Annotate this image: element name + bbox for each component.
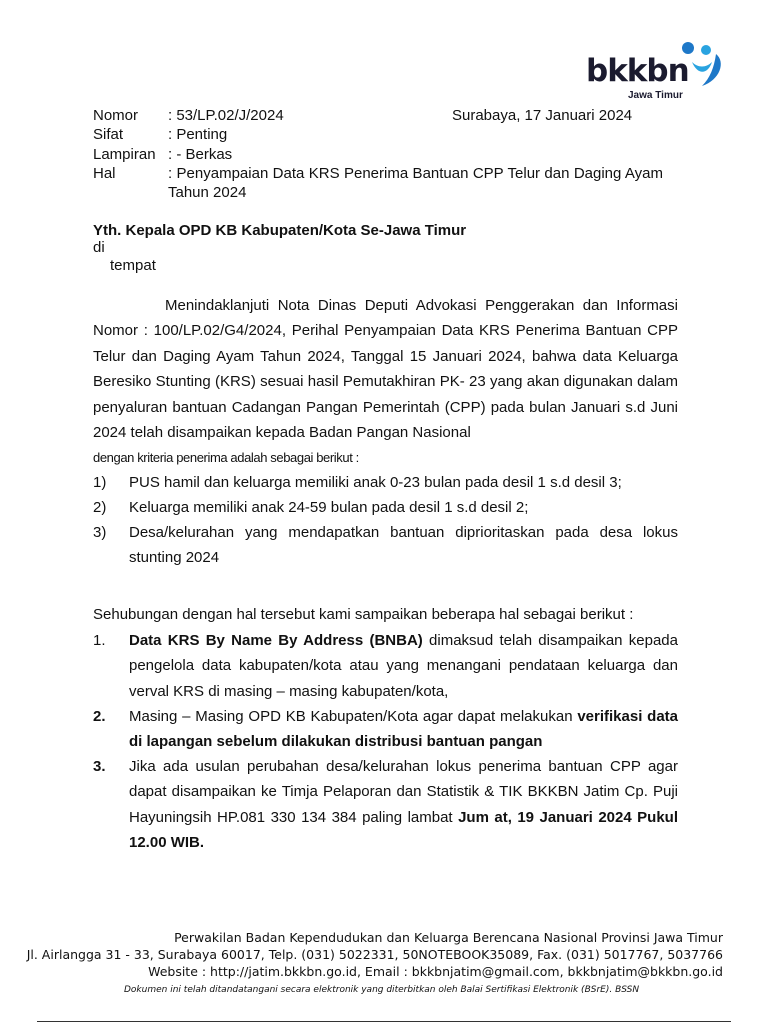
footer-signature-note: Dokumen ini telah ditandatangani secara elektronik yang diterbitkan oleh Balai Sertifikasi Elektronik (BSrE). BSSN [124, 985, 640, 995]
footer-institution: Perwakilan Badan Kependudukan dan Keluarga Berencana Nasional Provinsi Jawa Timur [174, 930, 723, 945]
addressee-title: Yth. Kepala OPD KB Kabupaten/Kota Se-Jawa Timur [93, 222, 467, 239]
point-plain-text: Masing – Masing OPD KB Kabupaten/Kota agar dapat melakukan [129, 708, 578, 725]
point-bold-text: Data KRS By Name By Address (BNBA) [129, 632, 423, 649]
point-text [129, 704, 678, 755]
hal-value: : Penyampaian Data KRS Penerima Bantuan CPP Telur dan Daging Ayam Tahun 2024 [168, 165, 663, 201]
paragraph-followup: Sehubungan dengan hal tersebut kami sampaikan beberapa hal sebagai berikut : [93, 606, 634, 623]
footer-address: Jl. Airlangga 31 - 33, Surabaya 60017, Telp. (031) 5022331, 50NOTEBOOK35089, Fax. (031) 5017767, 5037766 [26, 947, 723, 962]
paragraph-intro-tail: dengan kriteria penerima adalah sebagai berikut : [93, 450, 359, 466]
hal-label: Hal [93, 165, 116, 182]
point-text [129, 628, 678, 704]
criteria-text: Keluarga memiliki anak 24-59 bulan pada desil 1 s.d desil 2; [129, 499, 529, 516]
point-plain-text: Jika ada usulan perubahan desa/kelurahan lokus penerima bantuan CPP agar dapat disampaikan ke Timja Pelaporan dan Statistik & TIK BKKBN Jatim Cp. Puji Hayuningsih HP.081 330 134 384 paling lambat [129, 758, 678, 826]
lampiran-label: Lampiran [93, 146, 156, 163]
sifat-value: : Penting [168, 126, 228, 143]
paragraph-intro [93, 293, 678, 471]
place-date: Surabaya, 17 Januari 2024 [452, 107, 633, 124]
nomor-value: : 53/LP.02/J/2024 [168, 107, 284, 124]
lampiran-value: : - Berkas [168, 146, 233, 163]
point-bold-text: Jum at, 19 Januari 2024 Pukul 12.00 WIB. [129, 808, 678, 852]
point-number: 2. [93, 708, 106, 725]
criteria-number: 1) [93, 474, 107, 491]
footer-contact: Website : http://jatim.bkkbn.go.id, Email : bkkbnjatim@gmail.com, bkkbnjatim@bkkbn.go.id [148, 964, 723, 979]
point-number: 1. [93, 632, 106, 649]
point-bold-text: verifikasi data di lapangan sebelum dilakukan distribusi bantuan pangan [129, 708, 679, 751]
logo-subtitle: Jawa Timur [628, 90, 683, 101]
point-number: 3. [93, 758, 106, 775]
footer-divider [37, 1021, 731, 1022]
point-text [129, 754, 678, 856]
addressee-di: di [93, 239, 105, 256]
nomor-label: Nomor [93, 107, 139, 124]
criteria-number: 3) [93, 524, 107, 541]
point-plain-text: dimaksud telah disampaikan kepada pengelola data kabupaten/kota atau yang menangani pendataan keluarga dan verval KRS di masing – masing kabupaten/kota, [129, 632, 678, 700]
criteria-text: Desa/kelurahan yang mendapatkan bantuan diprioritaskan pada desa lokus stunting 2024 [129, 524, 678, 567]
criteria-number: 2) [93, 499, 107, 516]
sifat-label: Sifat [93, 126, 124, 143]
criteria-text: PUS hamil dan keluarga memiliki anak 0-23 bulan pada desil 1 s.d desil 3; [129, 474, 622, 491]
logo-wordmark: bkkbn [586, 53, 689, 89]
paragraph-intro-text: Menindaklanjuti Nota Dinas Deputi Advokasi Penggerakan dan Informasi Nomor : 100/LP.02/G4/2024, Perihal Penyampaian Data KRS Penerima Bantuan CPP Telur dan Daging Ayam Tahun 2024, Tanggal 15 Januari 2024, bahwa data Keluarga Beresiko Stunting (KRS) sesuai hasil Pemutakhiran PK- 23 yang akan digunakan dalam penyaluran bantuan Cadangan Pangan Pemerintah (CPP) pada bulan Januari s.d Juni 2024 telah disampaikan kepada Badan Pangan Nasional [93, 297, 678, 442]
addressee-place: tempat [110, 257, 156, 274]
